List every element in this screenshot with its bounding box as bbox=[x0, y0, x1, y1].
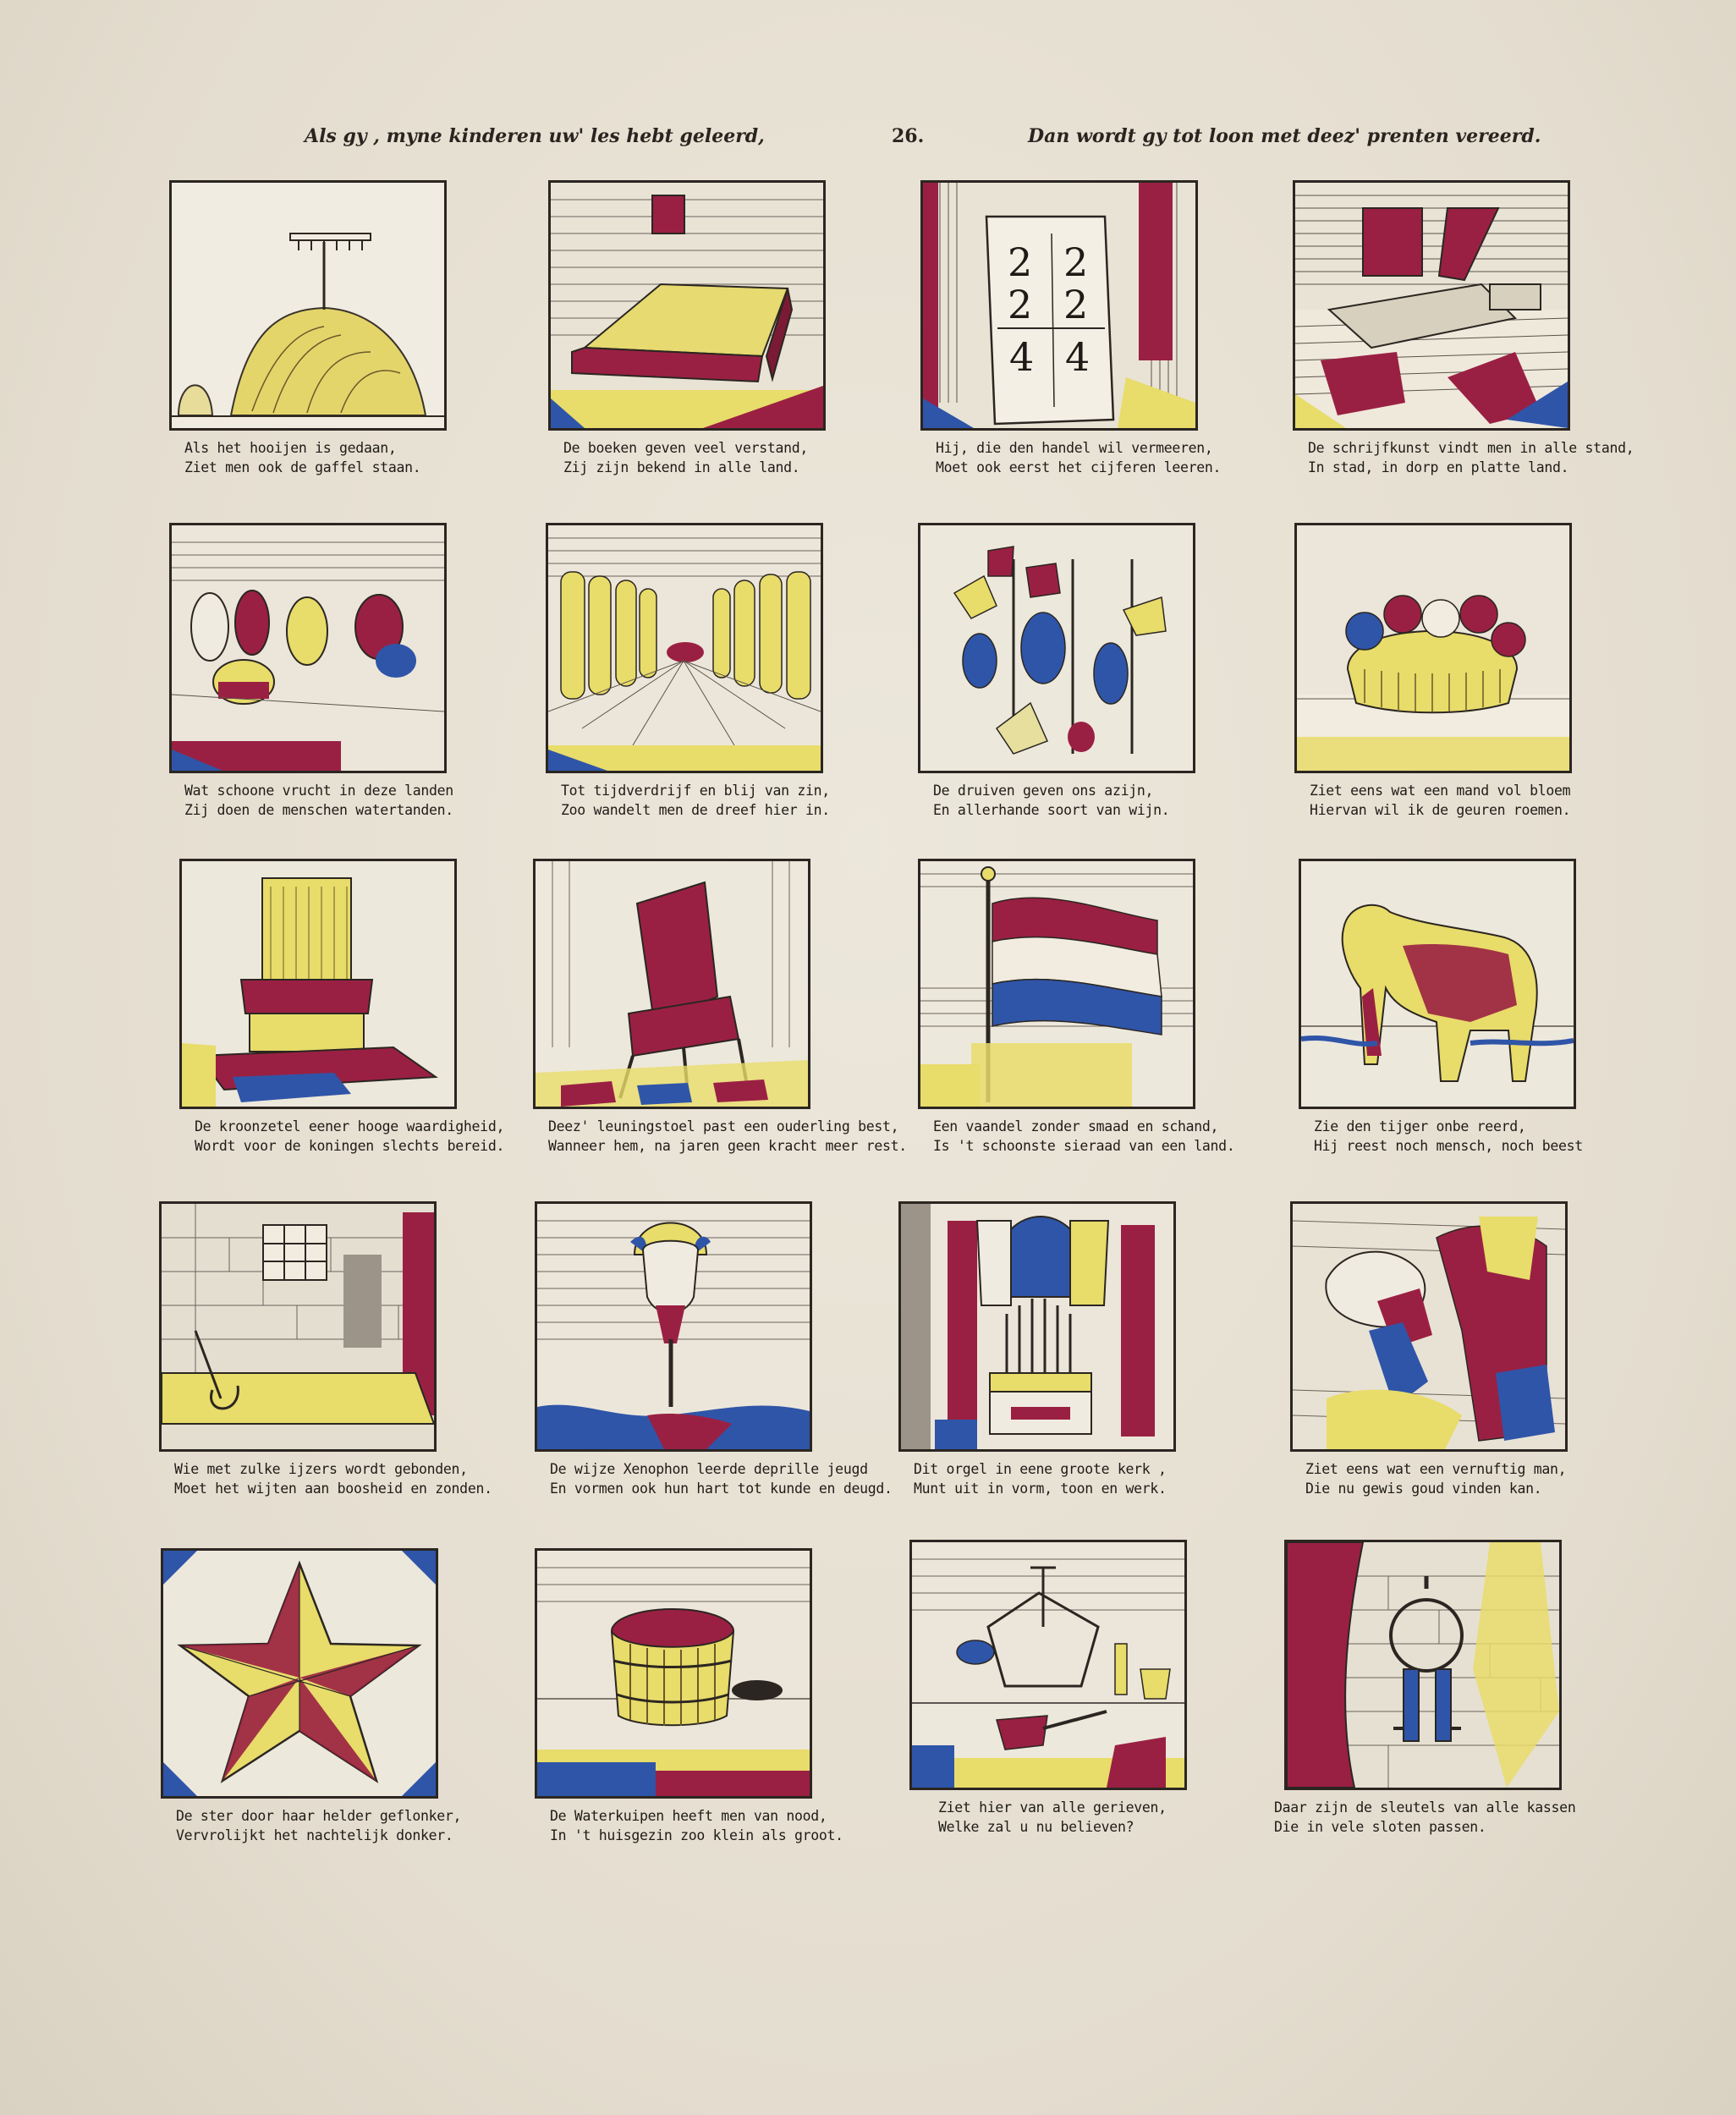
print-caption bbox=[936, 438, 1222, 477]
avenue-illustration bbox=[548, 525, 821, 771]
caption-line-2: Wanneer hem, na jaren geen kracht meer rest. bbox=[548, 1138, 907, 1154]
digit-mr: 2 bbox=[1063, 282, 1089, 327]
print-caption bbox=[1314, 1117, 1593, 1156]
print-image-tools bbox=[909, 1540, 1187, 1790]
print-image-prison-cell bbox=[159, 1201, 437, 1452]
print-image-star bbox=[161, 1548, 438, 1799]
armchair-illustration bbox=[536, 861, 808, 1107]
print-image-haystack bbox=[169, 180, 447, 431]
caption-line-1: De schrijfkunst vindt men in alle stand, bbox=[1308, 440, 1634, 456]
print-image-organ bbox=[898, 1201, 1176, 1452]
digit-ml: 2 bbox=[1008, 282, 1033, 327]
print-caption bbox=[548, 1117, 907, 1156]
digit-tr: 2 bbox=[1063, 239, 1089, 285]
flag-illustration bbox=[920, 861, 1193, 1107]
print-caption bbox=[184, 781, 464, 820]
caption-line-2: Welke zal u nu believen? bbox=[938, 1819, 1134, 1835]
caption-line-1: De druiven geven ons azijn, bbox=[933, 783, 1154, 799]
print-image-writing-desk bbox=[1293, 180, 1570, 431]
print-caption bbox=[176, 1806, 462, 1845]
print-caption bbox=[1310, 781, 1589, 820]
caption-line-2: En allerhande soort van wijn. bbox=[933, 802, 1170, 818]
print-image-clever-man bbox=[1290, 1201, 1568, 1452]
print-caption bbox=[1308, 438, 1634, 477]
print-caption bbox=[174, 1459, 492, 1498]
page-number: 26. bbox=[892, 125, 925, 147]
print-image-avenue bbox=[546, 523, 823, 773]
caption-line-2: Hij reest noch mensch, noch beest bbox=[1314, 1138, 1583, 1154]
throne-illustration bbox=[182, 861, 454, 1107]
print-caption bbox=[1305, 1459, 1585, 1498]
caption-line-1: De Waterkuipen heeft men van nood, bbox=[550, 1808, 827, 1824]
header-right-verse: Dan wordt gy tot loon met deez' prenten vereerd. bbox=[1028, 125, 1541, 147]
fruit-trees-illustration bbox=[172, 525, 444, 771]
head-on-pole-illustration bbox=[537, 1204, 810, 1449]
print-image-keys bbox=[1284, 1540, 1562, 1790]
clever-man-illustration bbox=[1293, 1204, 1565, 1449]
digit-tl: 2 bbox=[1008, 239, 1033, 285]
digit-br: 4 bbox=[1065, 334, 1090, 380]
caption-line-1: Tot tijdverdrijf en blij van zin, bbox=[561, 783, 830, 799]
caption-line-1: De wijze Xenophon leerde deprille jeugd bbox=[550, 1461, 868, 1477]
caption-line-2: In 't huisgezin zoo klein als groot. bbox=[550, 1827, 843, 1843]
grapes-illustration bbox=[920, 525, 1193, 771]
print-caption bbox=[550, 1806, 843, 1845]
print-caption bbox=[563, 438, 843, 477]
book-illustration bbox=[551, 183, 823, 428]
caption-line-2: Die nu gewis goud vinden kan. bbox=[1305, 1480, 1542, 1497]
caption-line-1: Als het hooijen is gedaan, bbox=[184, 440, 397, 456]
flower-basket-illustration bbox=[1297, 525, 1569, 771]
header-left-verse: Als gy , myne kinderen uw' les hebt geleerd, bbox=[305, 125, 765, 147]
star-illustration bbox=[163, 1551, 436, 1796]
caption-line-1: Deez' leuningstoel past een ouderling best, bbox=[548, 1118, 899, 1134]
print-image-head-on-pole bbox=[535, 1201, 812, 1452]
numbers-illustration bbox=[923, 183, 1195, 428]
tools-illustration bbox=[912, 1542, 1184, 1788]
caption-line-1: Dit orgel in eene groote kerk , bbox=[914, 1461, 1167, 1477]
print-image-throne bbox=[179, 859, 457, 1109]
print-caption bbox=[195, 1117, 505, 1156]
writing-desk-illustration bbox=[1295, 183, 1568, 428]
print-caption bbox=[184, 438, 464, 477]
caption-line-2: En vormen ook hun hart tot kunde en deugd. bbox=[550, 1480, 893, 1497]
caption-line-1: Wie met zulke ijzers wordt gebonden, bbox=[174, 1461, 468, 1477]
caption-line-2: Die in vele sloten passen. bbox=[1274, 1819, 1486, 1835]
caption-line-1: Ziet eens wat een vernuftig man, bbox=[1305, 1461, 1567, 1477]
caption-line-2: Zij doen de menschen watertanden. bbox=[184, 802, 453, 818]
caption-line-2: Zoo wandelt men de dreef hier in. bbox=[561, 802, 830, 818]
print-image-flag bbox=[918, 859, 1195, 1109]
print-image-armchair bbox=[533, 859, 810, 1109]
caption-line-2: Zij zijn bekend in alle land. bbox=[563, 459, 800, 475]
caption-line-2: Moet het wijten aan boosheid en zonden. bbox=[174, 1480, 492, 1497]
caption-line-1: Ziet eens wat een mand vol bloem bbox=[1310, 783, 1571, 799]
caption-line-1: Ziet hier van alle gerieven, bbox=[938, 1799, 1167, 1816]
caption-line-2: Ziet men ook de gaffel staan. bbox=[184, 459, 421, 475]
caption-line-2: In stad, in dorp en platte land. bbox=[1308, 459, 1569, 475]
caption-line-1: Daar zijn de sleutels van alle kassen bbox=[1274, 1799, 1576, 1816]
digit-bl: 4 bbox=[1009, 334, 1035, 380]
prison-cell-illustration bbox=[162, 1204, 434, 1449]
caption-line-1: Hij, die den handel wil vermeeren, bbox=[936, 440, 1213, 456]
organ-illustration bbox=[901, 1204, 1173, 1449]
caption-line-1: De kroonzetel eener hooge waardigheid, bbox=[195, 1118, 505, 1134]
caption-line-1: De boeken geven veel verstand, bbox=[563, 440, 809, 456]
print-caption bbox=[550, 1459, 893, 1498]
print-caption bbox=[561, 781, 840, 820]
caption-line-1: Zie den tijger onbe reerd, bbox=[1314, 1118, 1526, 1134]
print-image-book bbox=[548, 180, 826, 431]
caption-line-2: Hiervan wil ik de geuren roemen. bbox=[1310, 802, 1571, 818]
tiger-illustration bbox=[1301, 861, 1574, 1107]
sheet-header bbox=[305, 118, 1541, 152]
caption-line-1: Een vaandel zonder smaad en schand, bbox=[933, 1118, 1219, 1134]
print-image-water-tub bbox=[535, 1548, 812, 1799]
print-image-grapes bbox=[918, 523, 1195, 773]
caption-line-1: Wat schoone vrucht in deze landen bbox=[184, 783, 453, 799]
keys-illustration bbox=[1287, 1542, 1559, 1788]
caption-line-2: Wordt voor de koningen slechts bereid. bbox=[195, 1138, 505, 1154]
print-caption bbox=[914, 1459, 1193, 1498]
print-caption bbox=[1274, 1798, 1576, 1837]
haystack-illustration bbox=[172, 183, 444, 428]
caption-line-2: Munt uit in vorm, toon en werk. bbox=[914, 1480, 1167, 1497]
print-image-fruit-trees bbox=[169, 523, 447, 773]
print-image-numbers bbox=[920, 180, 1198, 431]
print-image-flower-basket bbox=[1294, 523, 1572, 773]
caption-line-1: De ster door haar helder geflonker, bbox=[176, 1808, 462, 1824]
print-image-tiger bbox=[1299, 859, 1576, 1109]
print-caption bbox=[938, 1798, 1217, 1837]
water-tub-illustration bbox=[537, 1551, 810, 1796]
caption-line-2: Is 't schoonste sieraad van een land. bbox=[933, 1138, 1235, 1154]
caption-line-2: Vervrolijkt het nachtelijk donker. bbox=[176, 1827, 453, 1843]
print-caption bbox=[933, 1117, 1235, 1156]
caption-line-2: Moet ook eerst het cijferen leeren. bbox=[936, 459, 1222, 475]
print-caption bbox=[933, 781, 1212, 820]
